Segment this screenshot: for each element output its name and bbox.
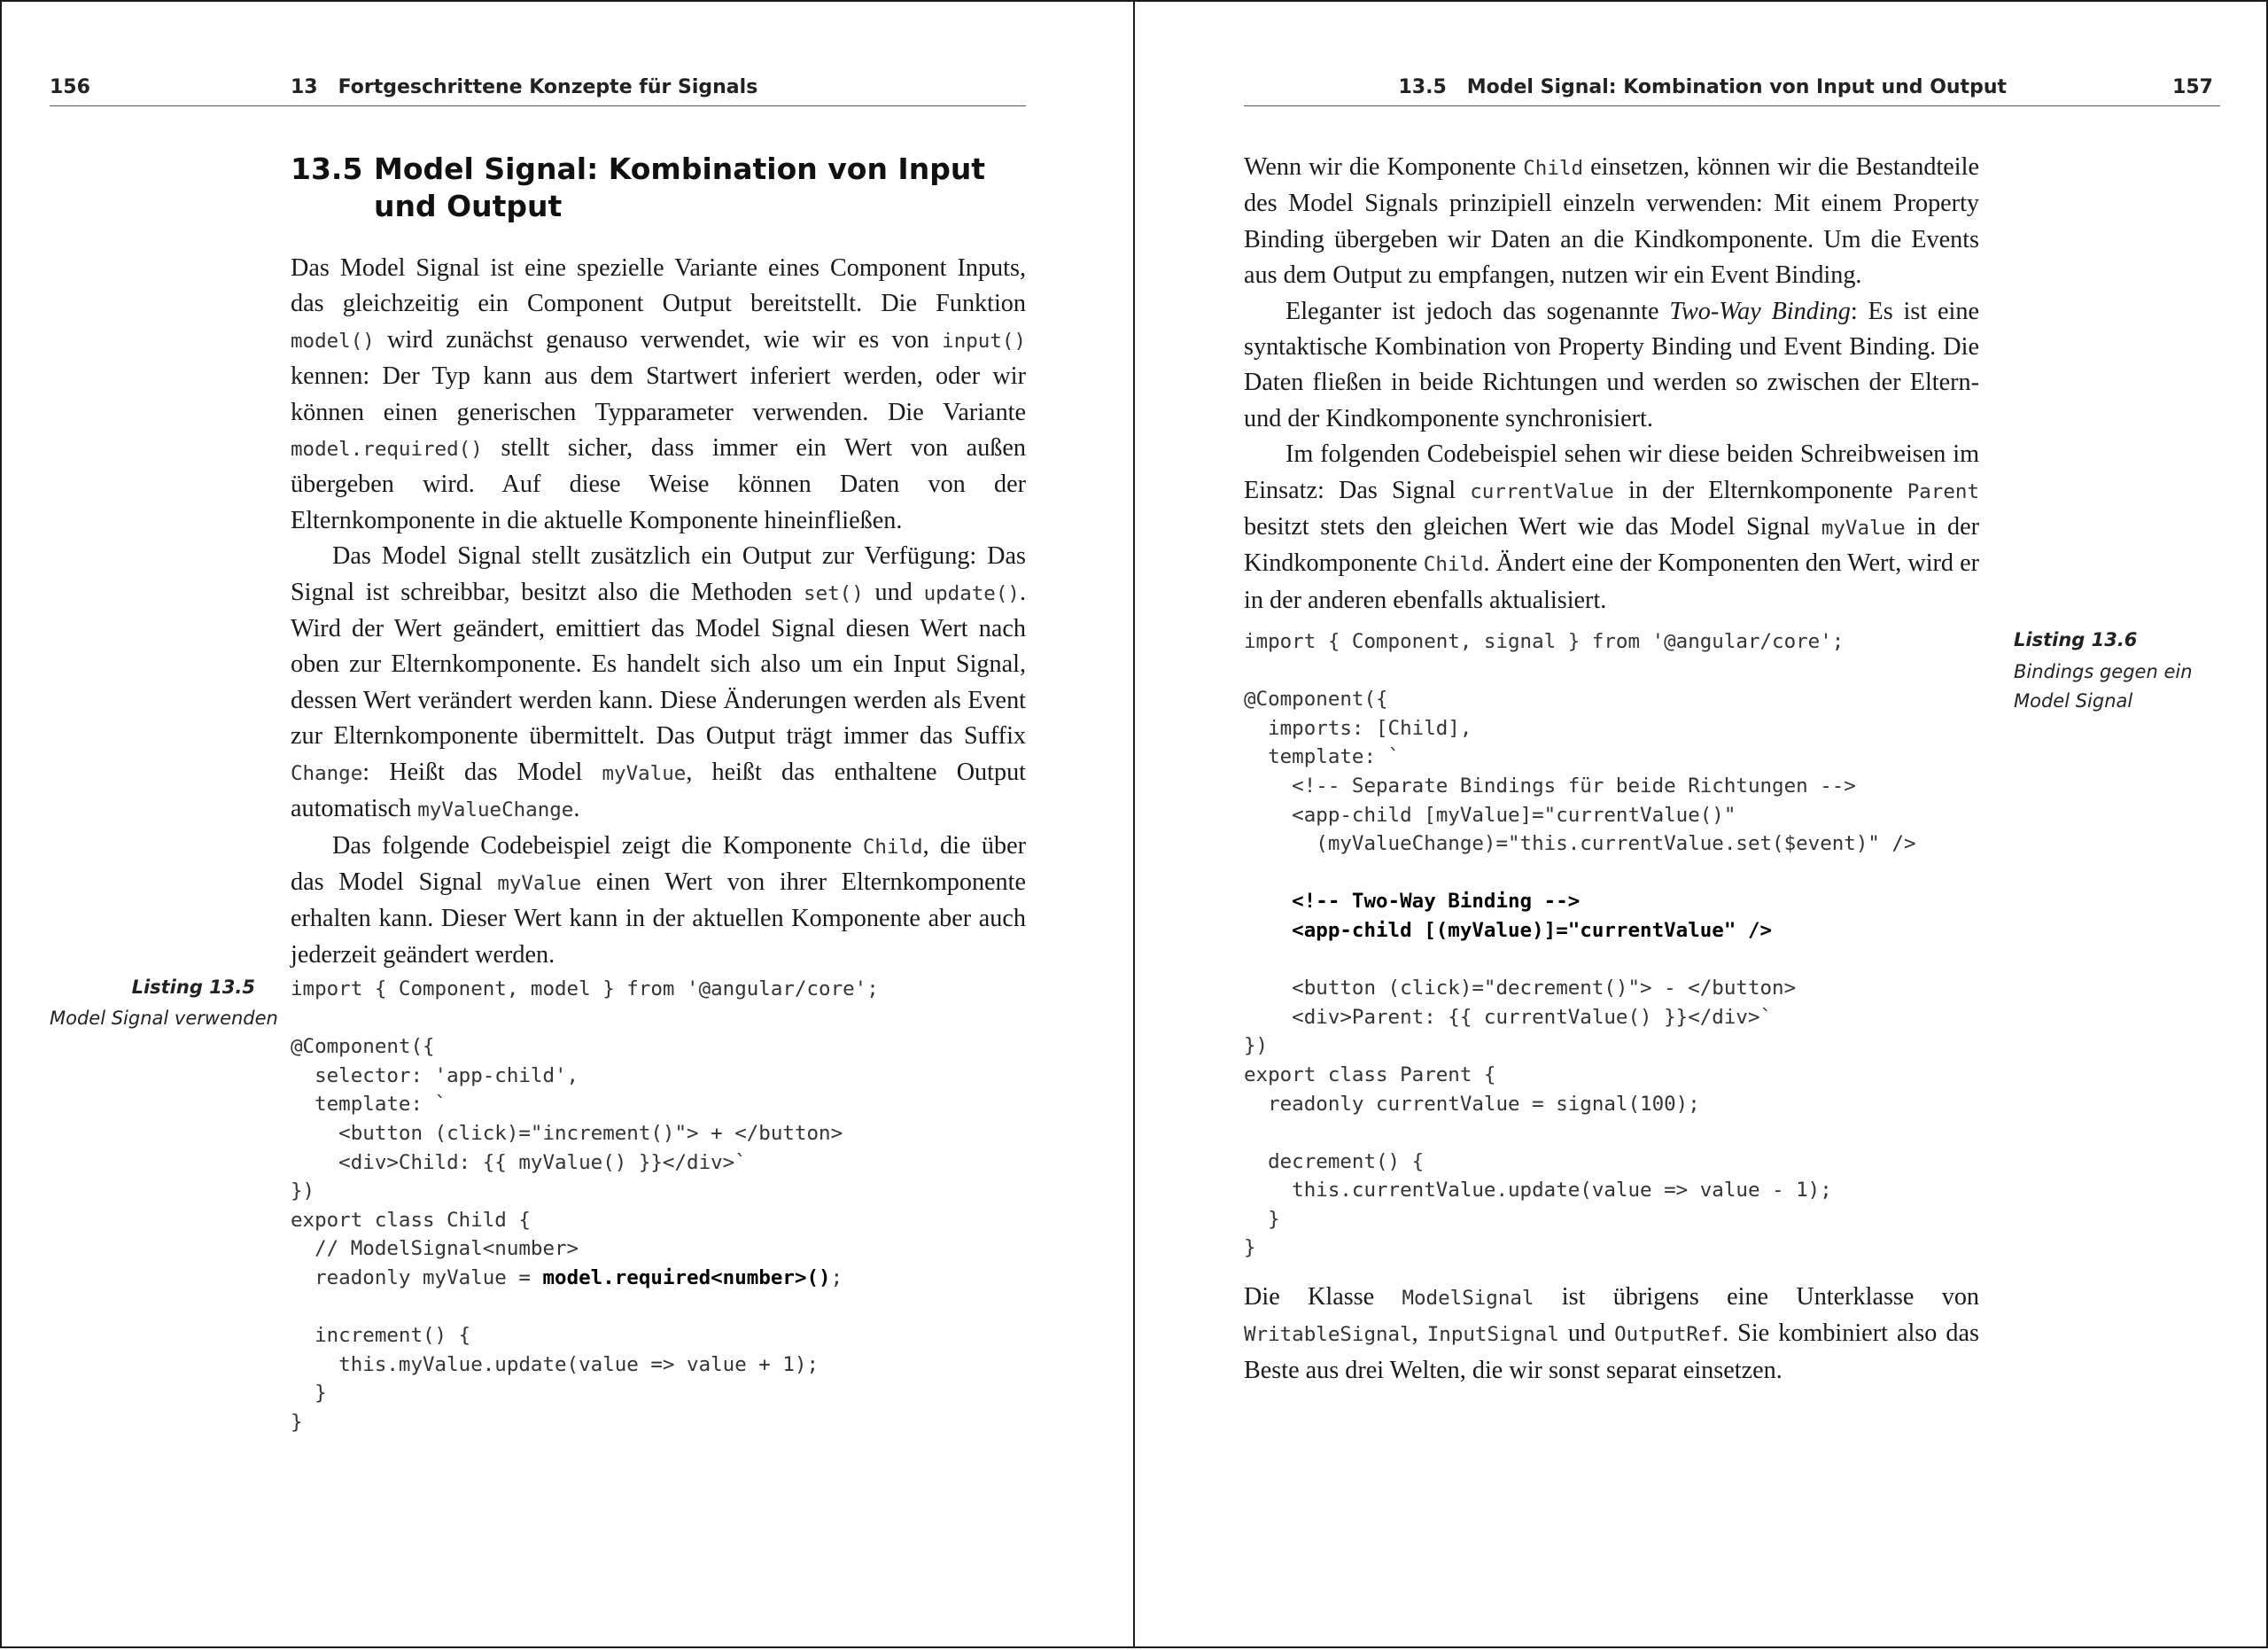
code-line: readonly myValue =	[291, 1265, 543, 1289]
code-line: this.currentValue.update(value => value - 1);	[1244, 1179, 1832, 1202]
right-closing-text	[1244, 1280, 1979, 1389]
section-number: 13.5	[291, 152, 363, 186]
header-rule	[1244, 105, 2220, 106]
code-line: }	[1244, 1236, 1256, 1260]
code-line: }	[291, 1381, 327, 1405]
code-line: })	[1244, 1034, 1269, 1058]
paragraph: Das Model Signal ist eine spezielle Variante eines Component Inputs, das gleichzeitig ein Component Output bereitstellt. Die Funktion model() wird zunächst genauso verwendet, wie wir es von input() kennen: Der Typ kann aus dem Startwert inferiert werden, oder wir können einen generischen Typparameter verwenden. Die Variante model.required() stellt sicher, dass immer ein Wert von außen übergeben wird. Auf diese Weise können Daten von der Elternkomponente in die aktuelle Komponente hineinfließen.	[291, 254, 1026, 534]
code-line: <button (click)="increment()"> + </button>	[291, 1121, 843, 1145]
page-number: 156	[50, 76, 90, 98]
code-line: increment() {	[291, 1324, 471, 1348]
code-listing-13-6	[1244, 627, 1916, 1263]
paragraph: Wenn wir die Komponente Child einsetzen, können wir die Bestandteile des Model Signals prinzipiell einzeln verwenden: Mit einem Property Binding übergeben wir Daten an die Kindkomponente. Um die Events aus dem Output zu empfangen, nutzen wir ein Event Binding.	[1244, 153, 1979, 290]
code-line: imports: [Child],	[1244, 716, 1472, 740]
code-line: }	[1244, 1207, 1280, 1231]
listing-label: Listing 13.5	[131, 977, 255, 998]
code-line: <button (click)="decrement()"> - </button>	[1244, 977, 1797, 1000]
running-head: 13.5 Model Signal: Kombination von Input und Output	[1398, 76, 2007, 98]
left-body-text	[291, 251, 1026, 973]
running-head: 13 Fortgeschrittene Konzepte für Signals	[291, 76, 758, 98]
paragraph: Im folgenden Codebeispiel sehen wir diese beiden Schreibweisen im Einsatz: Das Signal currentValue in der Elternkomponente Parent besitzt stets den gleichen Wert wie das Model Signal myValue in der Kindkomponente Child. Ändert eine der Komponenten den Wert, wird er in der anderen ebenfalls aktualisiert.	[1244, 440, 1979, 614]
paragraph: Die Klasse ModelSignal ist übrigens eine Unterklasse von WritableSignal, InputSignal und OutputRef. Sie kombiniert also das Beste aus drei Welten, die wir sonst separat einsetzen.	[1244, 1283, 1980, 1384]
code-line: <div>Parent: {{ currentValue() }}</div>`	[1244, 1005, 1773, 1029]
code-line: // ModelSignal<number>	[291, 1237, 579, 1261]
code-line: template: `	[1244, 745, 1401, 769]
code-line: export class Parent {	[1244, 1062, 1496, 1086]
code-line: decrement() {	[1244, 1149, 1425, 1173]
code-line-bold: <!-- Two-Way Binding -->	[1244, 890, 1581, 914]
code-listing-13-5: import { Component, model } from '@angular/core'; @Component({ selector: 'app-child', template: ` <button (click)="increment()"> + </button> <div>Child: {{ myValue() }}</div>` }) export class Child { // ModelSignal<number> readonly myValue = model.required<number>(); increment() { this.myValue.update(value => value + 1); } }	[291, 977, 879, 1434]
section-title: Model Signal: Kombination von Input und Output	[374, 152, 986, 223]
code-line: })	[291, 1179, 315, 1203]
code-line: readonly currentValue = signal(100);	[1244, 1092, 1700, 1116]
code-line: template: `	[291, 1093, 447, 1117]
code-line: (myValueChange)="this.currentValue.set($event)" />	[1244, 832, 1916, 856]
code-line: <!-- Separate Bindings für beide Richtungen -->	[1244, 774, 1856, 798]
code-bold: model.required<number>()	[542, 1265, 831, 1289]
code-line: <div>Child: {{ myValue() }}</div>`	[291, 1150, 747, 1174]
paragraph: Das folgende Codebeispiel zeigt die Komponente Child, die über das Model Signal myValue einen Wert von ihrer Elternkomponente erhalten kann. Dieser Wert kann in der aktuellen Komponente aber auch jederzeit geändert werden.	[291, 831, 1026, 969]
code-line: <app-child [myValue]="currentValue()"	[1244, 803, 1736, 827]
right-page	[1133, 0, 2268, 1648]
code-line: }	[291, 1410, 303, 1434]
listing-caption: Bindings gegen ein Model Signal	[2014, 661, 2193, 712]
page-number: 157	[2172, 76, 2213, 98]
code-line: selector: 'app-child',	[291, 1063, 579, 1087]
paragraph: Eleganter ist jedoch das sogenannte Two-Way Binding: Es ist eine syntaktische Kombination von Property Binding und Event Binding. Die Daten fließen in beide Richtungen und werden so zwischen der Eltern- und der Kindkomponente synchronisiert.	[1244, 297, 1979, 432]
code-line: export class Child {	[291, 1208, 531, 1232]
left-page	[0, 0, 1135, 1648]
code-line: @Component({	[291, 1035, 435, 1059]
paragraph: Das Model Signal stellt zusätzlich ein Output zur Verfügung: Das Signal ist schreibbar, besitzt also die Methoden set() und update(). Wird der Wert geändert, emittiert das Model Signal diesen Wert nach oben zur Elternkomponente. Es handelt sich also um ein Input Signal, dessen Wert verändert werden kann. Diese Änderungen werden als Event zur Elternkomponente übermittelt. Das Output trägt immer das Suffix Change: Heißt das Model myValue, heißt das enthaltene Output automatisch myValueChange.	[291, 542, 1026, 823]
header-rule	[50, 105, 1026, 106]
code-line: @Component({	[1244, 688, 1388, 712]
code-line-bold: <app-child [(myValue)]="currentValue" />	[1244, 918, 1773, 942]
code-line: import { Component, model } from '@angular/core';	[291, 977, 879, 1000]
code-line: import { Component, signal } from '@angular/core';	[1244, 630, 1845, 653]
right-body-text	[1244, 150, 1979, 619]
listing-caption: Model Signal verwenden	[50, 1008, 278, 1029]
code-line: this.myValue.update(value => value + 1);	[291, 1352, 819, 1376]
listing-label: Listing 13.6	[2014, 629, 2138, 650]
